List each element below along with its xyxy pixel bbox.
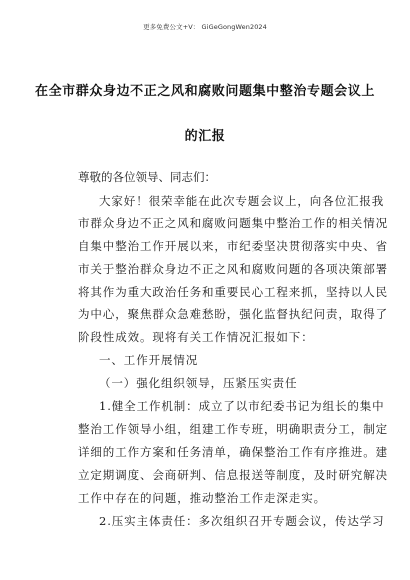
body-line: 工作中存在的问题，推动整治工作走深走实。 — [78, 491, 326, 505]
body-line: 阶段性成效。现将有关工作情况汇报如下： — [78, 330, 314, 344]
body-line: 市群众身边不正之风和腐败问题集中整治工作的相关情况 — [78, 216, 388, 230]
body-line: 立定期调度、会商研判、信息报送等制度，及时研究解决 — [78, 468, 388, 482]
body-line: 1.健全工作机制：成立了以市纪委书记为组长的集中 — [99, 399, 385, 413]
salutation: 尊敬的各位领导、同志们： — [78, 170, 216, 184]
section-heading: 一、工作开展情况 — [99, 353, 199, 367]
document-title-line-2: 的汇报 — [184, 129, 226, 144]
document-title-line-1: 在全市群众身边不正之风和腐败问题集中整治专题会议上 — [34, 84, 375, 99]
body-line: 市关于整治群众身边不正之风和腐败问题的各项决策部署 — [78, 262, 388, 276]
body-line: 2.压实主体责任：多次组织召开专题会议，传达学习 — [99, 514, 385, 528]
body-line: 详细的工作方案和任务清单，确保整治工作有序推进。建 — [78, 445, 388, 459]
body-line: 为中心，聚焦群众急难愁盼，强化监督执纪问责，取得了 — [78, 307, 388, 321]
body-line: 整治工作领导小组，组建工作专班，明确职责分工，制定 — [78, 422, 388, 436]
subsection-heading: （一）强化组织领导，压紧压实责任 — [99, 376, 298, 390]
body-line: 将其作为重大政治任务和重要民心工程来抓，坚持以人民 — [78, 285, 388, 299]
body-line: 自集中整治工作开展以来，市纪委坚决贯彻落实中央、省 — [78, 239, 388, 253]
body-line: 大家好！很荣幸能在此次专题会议上，向各位汇报我 — [99, 194, 385, 208]
header-note: 更多免费公文+V： GiGeGongWen2024 — [143, 23, 267, 31]
